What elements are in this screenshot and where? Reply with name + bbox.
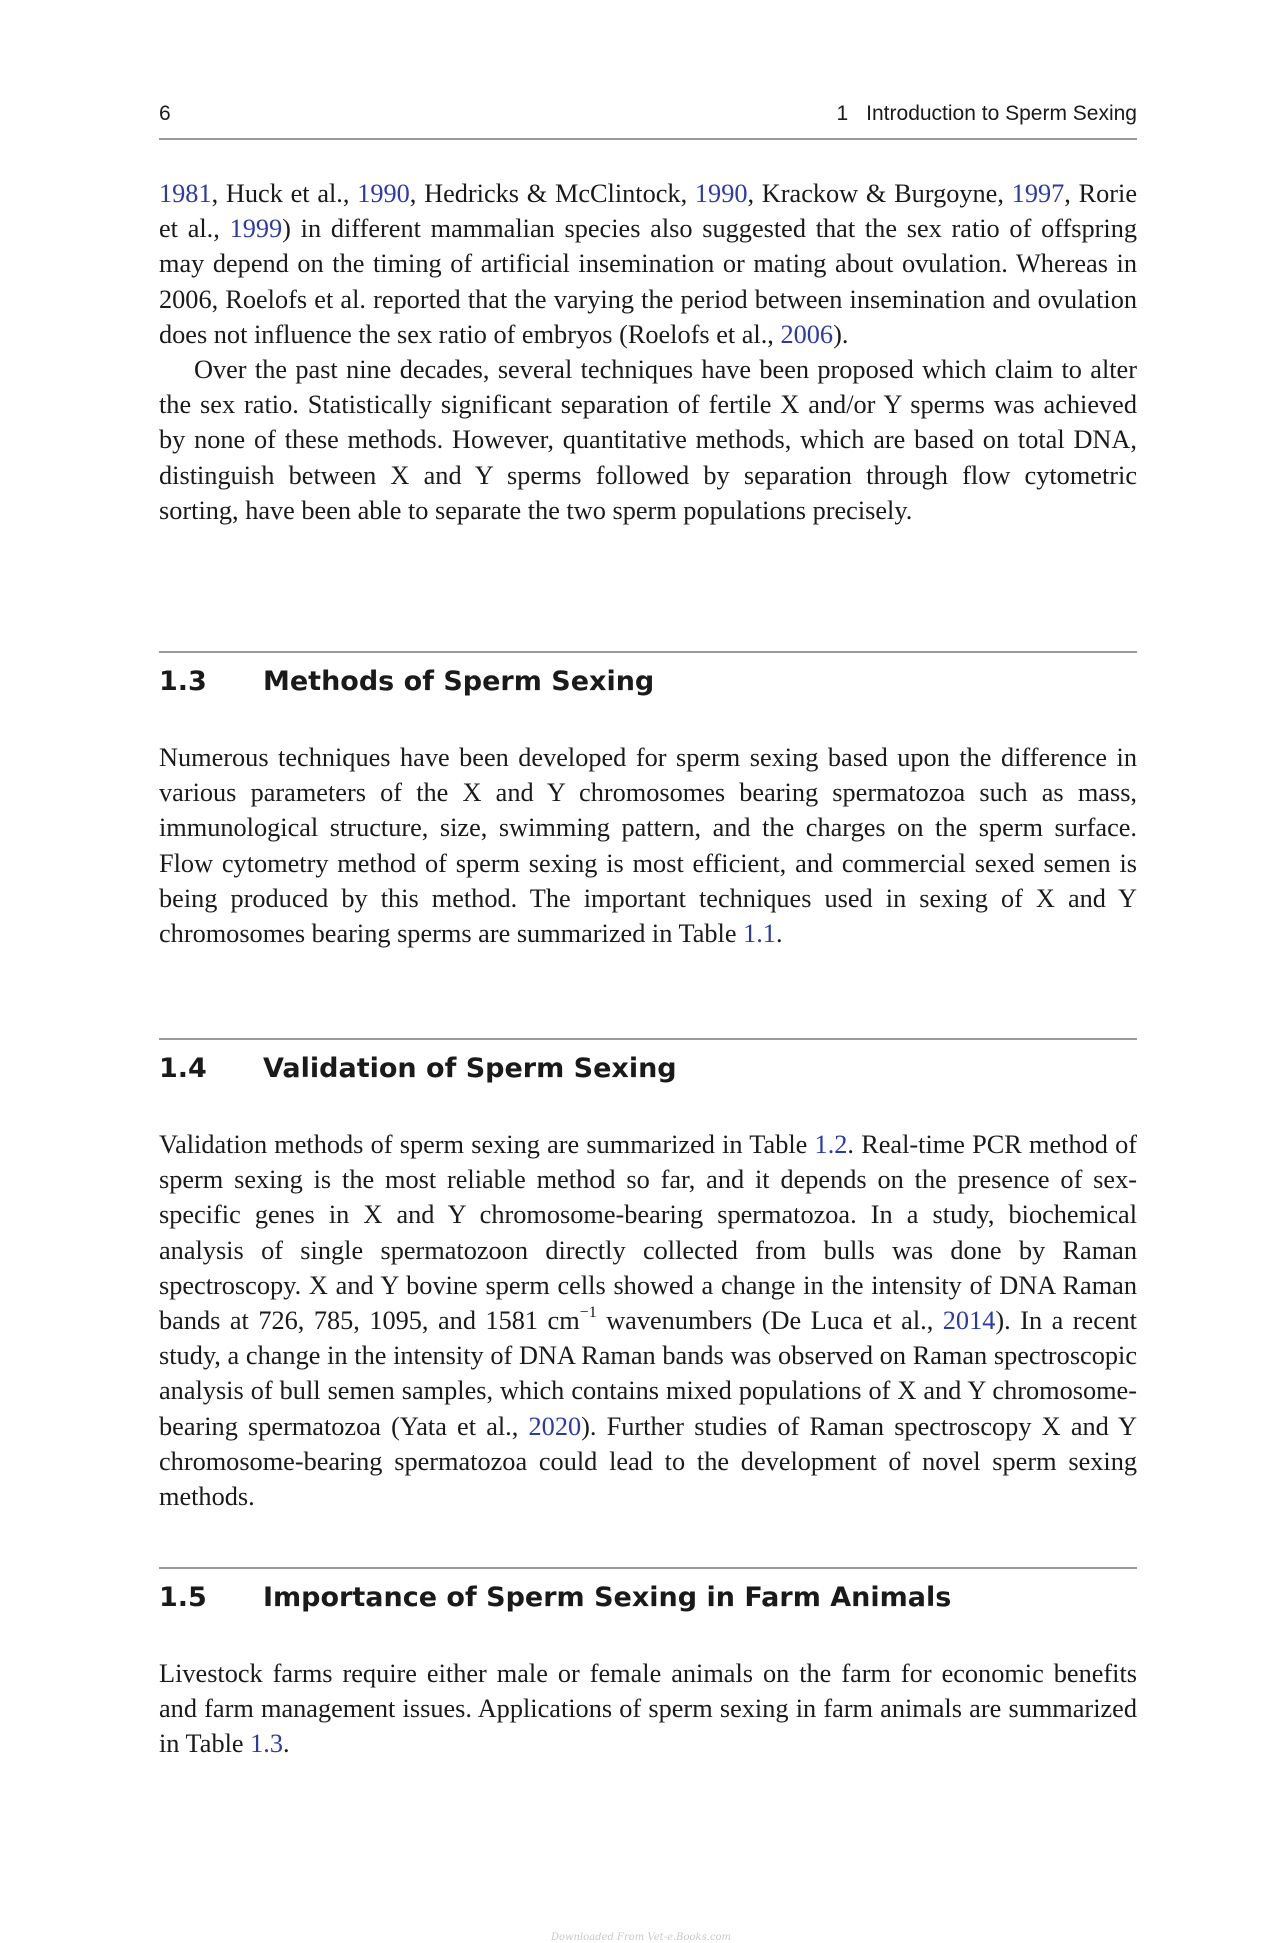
paragraph-text: Numerous techniques have been developed for sperm sexing based upon the difference in various parameters of the X and Y chromosomes bearing spermatozoa such as mass, immunological structure, size, swimming pattern, and the charges on the sperm surface. Flow cytometry method of sperm sexing is most efficient, and commercial sexed semen is being produced by this method. The important techniques used in sexing of X and Y chromosomes bearing sperms are summarized in Table xyxy=(159,743,1137,949)
chapter-title: Introduction to Sperm Sexing xyxy=(866,102,1137,125)
section-divider xyxy=(159,1038,1137,1040)
citation-link[interactable]: 1999 xyxy=(229,214,283,244)
citation-link[interactable]: 1997 xyxy=(1011,179,1065,208)
section-heading-1-4 xyxy=(159,1053,1137,1084)
page-number: 6 xyxy=(159,102,171,125)
watermark: Downloaded From Vet-e.Books.com xyxy=(550,1932,732,1943)
paragraph-text: , Huck et al., xyxy=(211,179,358,208)
citation-link[interactable]: 1981 xyxy=(159,179,212,208)
citation-link[interactable]: 1990 xyxy=(694,179,748,208)
paragraph-text: wavenumbers (De Luca et al., xyxy=(596,1306,943,1336)
citation-link[interactable]: 1990 xyxy=(357,179,410,208)
paragraph-text: ) in different mammalian species also suggested that the sex ratio of offspring may depend on the timing of artificial insemination or mating about ovulation. Whereas in 2006, Roelofs et al. reported that the varying the period between insemination and ovulation does not influence the sex ratio of embryos (Roelofs et al., xyxy=(159,214,1137,349)
superscript: −1 xyxy=(579,1304,597,1322)
paragraph xyxy=(159,1656,1137,1762)
section-1-4-text xyxy=(159,1127,1137,1514)
table-link[interactable]: 1.3 xyxy=(250,1729,284,1759)
section-title: Importance of Sperm Sexing in Farm Animals xyxy=(263,1582,952,1613)
section-divider xyxy=(159,1567,1137,1569)
section-heading-1-3 xyxy=(159,666,1137,697)
intro-paragraph-1 xyxy=(159,176,1137,352)
section-1-3-text xyxy=(159,740,1137,951)
paragraph-text: Livestock farms require either male or female animals on the farm for economic benefits and farm management issues. Applications of sperm sexing in farm animals are summarized in Table xyxy=(159,1659,1137,1759)
table-link[interactable]: 1.2 xyxy=(814,1130,848,1159)
intro-paragraph-2: Over the past nine decades, several techniques have been proposed which claim to alter the sex ratio. Statistically significant separation of fertile X and/or Y sperms was achieved by none of these methods. However, quantitative methods, which are based on total DNA, distinguish between X and Y sperms followed by separation through flow cytometric sorting, have been able to separate the two sperm populations precisely. xyxy=(159,355,1137,525)
chapter-number: 1 xyxy=(836,102,849,125)
paragraph-text: ). In a recent study, a change in the intensity of DNA Raman bands was observed on Raman spectroscopic analysis of bull semen samples, which contains mixed populations of X and Y chromosome-bearing spermatozoa (Yata et al., xyxy=(159,1306,1137,1441)
citation-link[interactable]: 2014 xyxy=(942,1306,996,1336)
section-heading-1-5 xyxy=(159,1582,1137,1613)
section-number: 1.4 xyxy=(159,1053,207,1084)
citation-link[interactable]: 2020 xyxy=(528,1411,582,1441)
paragraph-text: ). xyxy=(833,319,849,349)
paragraph-text: . xyxy=(283,1729,290,1759)
running-title xyxy=(836,102,1137,126)
section-1-5-text xyxy=(159,1656,1137,1762)
paragraph-text: Validation methods of sperm sexing are summarized in Table xyxy=(159,1130,815,1159)
paragraph-text: , Hedricks & McClintock, xyxy=(409,179,695,208)
section-number: 1.3 xyxy=(159,666,207,697)
running-header xyxy=(159,98,1137,140)
paragraph-text: , Krackow & Burgoyne, xyxy=(747,179,1004,208)
paragraph xyxy=(159,740,1137,951)
section-divider xyxy=(159,651,1137,653)
section-number: 1.5 xyxy=(159,1582,207,1613)
citation-link[interactable]: 2006 xyxy=(780,319,834,349)
section-title: Validation of Sperm Sexing xyxy=(263,1053,677,1084)
paragraph xyxy=(159,1127,1137,1514)
paragraph-text: ). Further studies of Raman spectroscopy X and Y chromosome-bearing spermatozoa could lead to the development of novel sperm sexing methods. xyxy=(159,1411,1137,1512)
paragraph-text: , Rorie et al., xyxy=(159,179,1137,244)
section-title: Methods of Sperm Sexing xyxy=(263,666,655,697)
intro-text xyxy=(159,176,1137,528)
table-link[interactable]: 1.1 xyxy=(743,919,776,949)
paragraph-text: . xyxy=(775,919,783,949)
paragraph-text: . Real-time PCR method of sperm sexing is the most reliable method so far, and it depends on the presence of sex-specific genes in X and Y chromosome-bearing spermatozoa. In a study, biochemical analysis of single spermatozoon directly collected from bulls was done by Raman spectroscopy. X and Y bovine sperm cells showed a change in the intensity of DNA Raman bands at 726, 785, 1095, and 1581 cm xyxy=(159,1130,1138,1336)
